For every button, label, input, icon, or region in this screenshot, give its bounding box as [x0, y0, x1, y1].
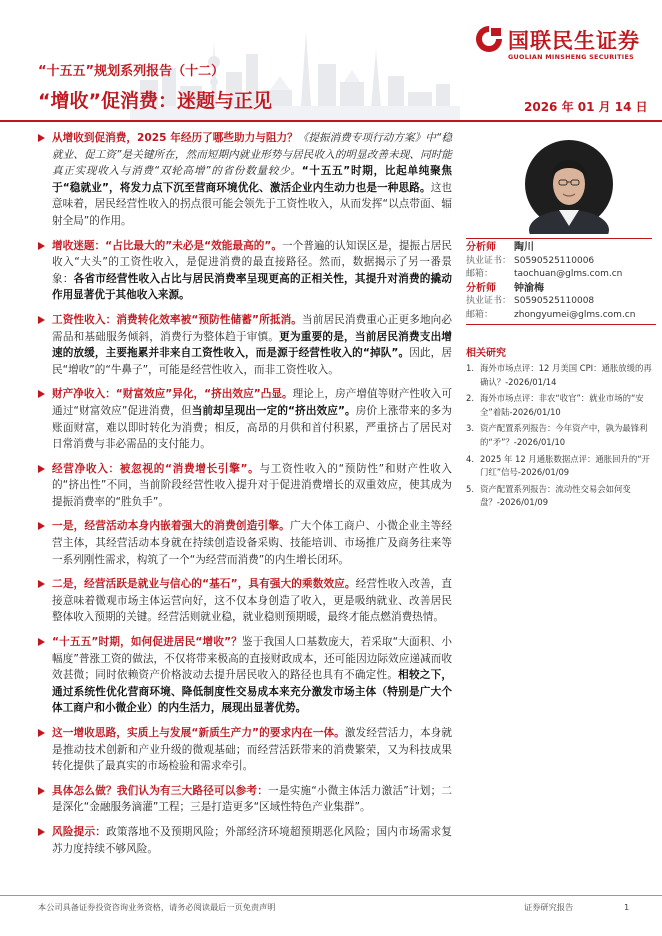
paragraph-text: 与工资性收入的“预防性”和财产性收入的“挤出性”不同，当前阶段经营性收入提升对于促进消费增长的双重效应，使其成为提振消费率的“胜负手”。 [52, 462, 452, 508]
analyst-2-cert-row [466, 295, 656, 309]
item-text: 海外市场点评：12 月美国 CPI：通胀放缓的再确认？-2026/01/14 [480, 363, 652, 387]
item-number: 1. [466, 363, 474, 373]
related-research-title: 相关研究 [466, 348, 506, 359]
analyst-1-name-row [466, 241, 656, 255]
paragraph-10 [38, 783, 452, 816]
paragraph-text: 鉴于我国人口基数庞大，若采取“大面积、小幅度”普涨工资的做法，不仅将带来极高的直接财政成本，还可能因边际效应递减而收效甚微；同时依赖资产价格波动去提升居民收入的路径也具有不确定性。 [52, 636, 452, 682]
related-research-item[interactable] [466, 483, 656, 510]
paragraph-emphasis: 相较之下，通过系统性优化营商环境、降低制度性交易成本来充分激发市场主体（特别是广大个体工商户和小微企业）的内生活力，展现出显著优势。 [52, 669, 453, 715]
bullet-icon [38, 787, 45, 795]
paragraph-text: 政策落地不及预期风险；外部经济环境超预期恶化风险；国内市场需求复苏力度持续不够风险。 [52, 825, 453, 855]
paragraph-lead: 一是，经营活动本身内嵌着强大的消费创造引擎。 [52, 520, 290, 533]
paragraph-text: 激发经营活力，本身就是推动技术创新和产业升级的微观基础；而经营活跃带来的消费繁荣，又为科技成果转化提供了最真实的市场检验和需求牵引。 [52, 727, 452, 773]
analyst-email-link[interactable]: taochuan@glms.com.cn [514, 269, 623, 279]
page-number: 1 [624, 902, 630, 912]
paragraph-8 [38, 634, 452, 717]
analyst-2-email-row [466, 309, 656, 323]
analyst-info [466, 236, 656, 322]
bullet-icon [38, 134, 45, 142]
paragraph-6 [38, 518, 452, 568]
bullet-icon [38, 242, 45, 250]
analyst-email-link[interactable]: zhongyumei@glms.com.cn [514, 309, 636, 320]
paragraph-lead: 增收迷题：“占比最大的”未必是“效能最高的”。 [52, 239, 282, 252]
paragraph-lead: 这一增收思路，实质上与发展“新质生产力”的要求内在一体。 [52, 727, 345, 739]
analyst-photo [489, 134, 649, 234]
header-divider [0, 120, 662, 122]
analyst-name: 陶川 [514, 242, 534, 253]
paragraph-lead: 具体怎么做？我们认为有三大路径可以参考： [52, 784, 269, 797]
paragraph-9 [38, 725, 452, 775]
email-label: 邮箱： [466, 269, 494, 279]
paragraph-lead: 从增收到促消费，2025 年经历了哪些助力与阻力？ [52, 132, 298, 144]
footer-disclaimer: 本公司具备证券投资咨询业务资格，请务必阅读最后一页免责声明 [38, 902, 276, 912]
bullet-icon [38, 580, 45, 588]
cert-label: 执业证书： [466, 255, 512, 266]
analyst-divider [466, 238, 652, 239]
paragraph-5 [38, 461, 452, 511]
paragraph-text: 这也意味着，居民经营性收入的拐点很可能会领先于工资性收入，从而发挥“以点带面、辐射全局”的作用。 [52, 181, 453, 227]
bullet-icon [38, 465, 45, 473]
bullet-icon [38, 828, 45, 836]
report-date: 2026 年 01 月 14 日 [524, 100, 648, 114]
analyst-name: 钟渝梅 [514, 282, 544, 294]
paragraph-emphasis: 各省市经营性收入占比与居民消费率呈现更高的正相关性，其提升对消费的撬动作用显著优于其他收入来源。 [52, 272, 453, 302]
related-research-item[interactable] [466, 362, 656, 389]
item-text: 2025 年 12 月通胀数据点评：通胀回升的“开门红”信号-2026/01/09 [480, 453, 650, 478]
item-number: 5. [466, 483, 474, 494]
paragraph-risk [38, 824, 452, 857]
paragraph-text: 当前居民消费重心正更多地向必需品和基础服务倾斜，消费行为整体趋于审慎。 [52, 313, 452, 343]
email-label: 邮箱： [466, 309, 494, 320]
brand-name-en: GUOLIAN MINSHENG SECURITIES [508, 53, 635, 61]
paragraph-3 [38, 312, 452, 378]
analyst-1-email-row [466, 268, 656, 282]
bullet-icon [38, 522, 45, 530]
report-summary [38, 130, 452, 865]
cert-label: 执业证书： [466, 296, 512, 306]
related-research-item[interactable] [466, 392, 656, 419]
bullet-icon [38, 316, 45, 324]
footer-divider [0, 895, 662, 896]
paragraph-lead: 二是，经营活跃是就业与信心的“基石”，具有强大的乘数效应。 [52, 578, 356, 591]
cert-number: S0590525110008 [514, 296, 595, 306]
item-text: 资产配置系列报告：流动性交易会如何变盘？-2026/01/09 [480, 483, 631, 508]
company-logo [474, 22, 654, 70]
paragraph-lead: 风险提示： [52, 825, 107, 838]
report-series: “十五五”规划系列报告（十二） [38, 64, 225, 79]
bullet-icon [38, 729, 45, 737]
analyst-2-name-row [466, 282, 656, 296]
footer-doc-type: 证券研究报告 [524, 902, 574, 912]
cert-number: S0590525110006 [514, 255, 595, 266]
item-number: 4. [466, 453, 474, 464]
item-text: 资产配置系列报告：今年资产中，孰为最锋利的“矛”？-2026/01/10 [480, 423, 648, 447]
paragraph-1 [38, 130, 452, 230]
paragraph-text: 广大个体工商户、小微企业主等经营主体，其经营活动本身就在持续创造设备采购、技能培训、市场推广及商务往来等一系列刚性需求，构筑了一个“为经营而消费”的内生增长闭环。 [52, 520, 452, 566]
analyst-1-cert-row [466, 255, 656, 269]
paragraph-text: 《提振消费专项行动方案》中“稳就业、促工资”是关键所在，然而短期内就业形势与居民收入的明显改善未现、同时能真正实现收入与消费“双轮高增”的省份数量较少。 [52, 132, 452, 178]
item-number: 3. [466, 423, 474, 434]
paragraph-text: 房价上涨带来的多为账面财富，难以即时转化为消费；相反，高昂的月供和首付积累，严重挤占了居民对日常消费与非必需品的支付能力。 [52, 404, 452, 451]
report-title: “增收”促消费：迷题与正见 [38, 90, 272, 112]
paragraph-text: 一是实施“小微主体活力激活”计划；二是深化“金融服务滴灌”工程；三是打造更多“区域性特色产业集群”。 [52, 784, 453, 814]
paragraph-text: 因此，居民“增收”的“牛鼻子”，可能是经营性收入，而非工资性收入。 [52, 347, 452, 376]
item-text: 海外市场点评：非农“收官”：就业市场的“安全”着陆-2026/01/10 [480, 393, 644, 417]
bullet-icon [38, 638, 45, 646]
paragraph-lead: “十五五”时期，如何促进居民“增收”？ [52, 636, 242, 649]
related-research-list [466, 362, 656, 513]
item-number: 2. [466, 393, 474, 404]
bullet-icon [38, 390, 45, 398]
related-research-item[interactable] [466, 453, 656, 480]
paragraph-lead: 经营净收入：被忽视的“消费增长引擎”。 [52, 462, 260, 475]
paragraph-emphasis: 更为重要的是，当前居民消费支出增速的放缓，主要拖累并非来自工资性收入，而是源于经营性收入的“掉队”。 [52, 330, 453, 360]
paragraph-7 [38, 576, 452, 626]
brand-mark-icon [474, 24, 504, 54]
analyst-role: 分析师 [466, 282, 496, 294]
paragraph-text: 一个普遍的认知误区是，提振占居民收入“大头”的工资性收入，是促进消费的最直接路径。然而，数据揭示了另一番景象： [52, 239, 452, 285]
paragraph-emphasis: 当前却呈现出一定的“挤出效应”。 [191, 404, 356, 417]
paragraph-text: 经营性收入改善，直接意味着微观市场主体运营向好，这不仅本身创造了收入，更是吸纳就业、改善居民整体收入预期的关键。经营活则就业稳，就业稳则预期暖，最终才能点燃消费热情。 [52, 578, 452, 624]
analyst-bottom-divider [466, 324, 656, 325]
paragraph-lead: 财产净收入：“财富效应”异化，“挤出效应”凸显。 [52, 388, 293, 401]
analyst-role: 分析师 [466, 242, 496, 253]
paragraph-lead: 工资性收入：消费转化效率被“预防性储蓄”所抵消。 [52, 313, 303, 326]
related-research-item[interactable] [466, 422, 656, 449]
paragraph-4 [38, 386, 452, 452]
paragraph-emphasis: “十五五”时期，比起单纯聚焦于“稳就业”，将发力点下沉至营商环境优化、激活企业内生动力也是一种思路。 [52, 165, 452, 194]
paragraph-2 [38, 238, 452, 304]
brand-name-cn: 国联民生证券 [508, 29, 640, 53]
paragraph-text: 理论上，房产增值等财产性收入可通过“财富效应”促进消费，但 [52, 388, 452, 417]
